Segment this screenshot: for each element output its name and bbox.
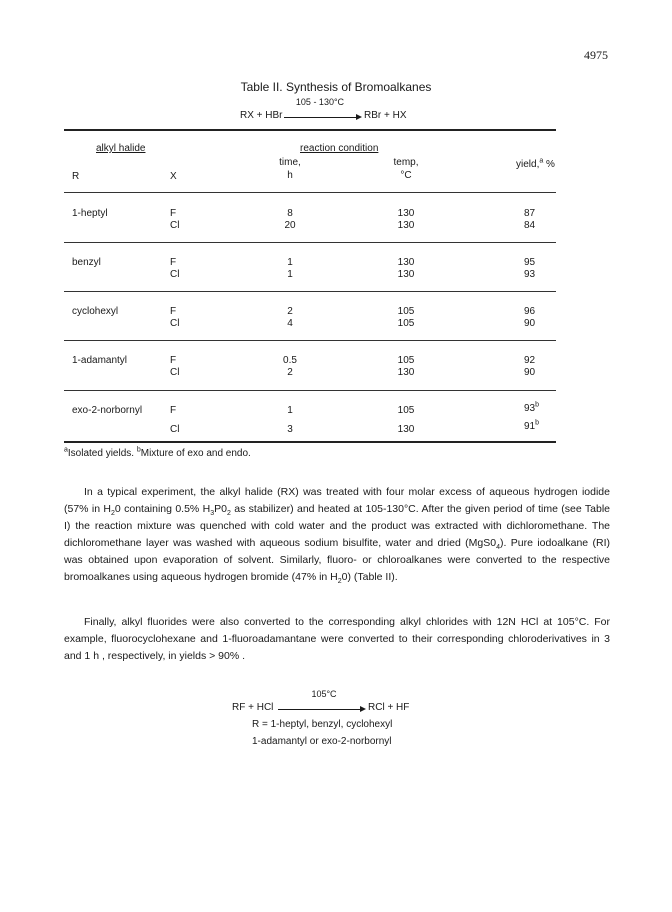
table-cell-yield: 91$^b$ [524, 419, 540, 432]
table-cell-temp: 105 [397, 306, 415, 317]
table-cell-time: 20 [284, 220, 296, 231]
header-r: R [72, 171, 80, 182]
table-row: exo-2-norbornyl [72, 405, 143, 416]
header-temp: temp, [393, 157, 419, 168]
header-yield: yield,$^a$ % [516, 157, 555, 170]
table-cell-yield: 96 [524, 306, 536, 317]
table-cell-time: 0.5 [283, 355, 297, 366]
table-cell-yield: 84 [524, 220, 536, 231]
table-cell-yield: 93$^b$ [524, 401, 540, 414]
table-cell-time: 2 [287, 367, 293, 378]
table-cell-time: 8 [287, 208, 293, 219]
paragraph-fluoride-conversion: Finally, alkyl fluorides were also converted to the corresponding alkyl chlorides with 12N HCl at 105°C. For example, fluorocyclohexane and 1-fluoroadamantane were converted to their corresponding chloroderivatives in 3 and 1 h , respectively, in yields > 90% . [64, 616, 610, 662]
page-number: 4975 [584, 48, 608, 62]
table-cell-x: Cl [170, 269, 180, 280]
table-cell-time: 4 [287, 318, 293, 329]
table-row: 1-heptyl [72, 208, 108, 219]
group-rule [64, 390, 556, 391]
table-footnotes: $^a$Isolated yields. $^b$Mixture of exo and endo. [64, 446, 251, 459]
table-cell-temp: 130 [397, 367, 415, 378]
header-x: X [170, 171, 177, 182]
table-row: cyclohexyl [72, 306, 119, 317]
table-cell-x: Cl [170, 318, 180, 329]
header-time: time, [279, 157, 301, 168]
bromination-scheme [240, 97, 460, 127]
scheme-condition: 105 - 130°C [295, 97, 345, 107]
footnote-a-ref: a [539, 157, 544, 165]
table-cell-yield: 93 [524, 269, 536, 280]
group-rule [64, 242, 556, 243]
header-rule [64, 192, 556, 193]
group-rule [64, 340, 556, 341]
table-title: Table II. Synthesis of Bromoalkanes [240, 80, 432, 94]
paragraph-experimental: In a typical experiment, the alkyl halide (RX) was treated with four molar excess of aqueous hydrogen iodide (57% in $H_20$ containing 0.5% $H_3P0_2$ as stabilizer) and heated at 105-130°C. After the given period of time (see Table I) the reaction mixture was quenched with cold water and the product was extracted with dichloromethane. The dichloromethane layer was washed with aqueous sodium bisulfite, water and dried $(MgS0_4)$. Pure iodoalkane (RI) was obtained upon evaporation of solvent. Similarly, fluoro- or chloroalkanes were converted to the respective bromoalkanes using aqueous hydrogen bromide (47% in $H_20$) (Table II). [64, 486, 610, 586]
table-cell-temp: 130 [397, 269, 415, 280]
chlorination-scheme [232, 689, 472, 759]
scheme-reactants: RX + HBr [240, 110, 283, 121]
group-rule [64, 291, 556, 292]
table-cell-temp: 130 [397, 208, 415, 219]
table-cell-x: F [170, 208, 177, 219]
header-alkyl-halide: alkyl halide [96, 143, 146, 154]
header-temp-unit: °C [400, 170, 412, 181]
table-bottom-rule [64, 441, 556, 443]
table-cell-x: F [170, 306, 177, 317]
footnote-b-ref: b [535, 401, 540, 409]
reaction-arrow [278, 709, 364, 710]
reaction-arrow [284, 117, 360, 118]
table-cell-yield: 92 [524, 355, 536, 366]
table-cell-x: Cl [170, 367, 180, 378]
scheme2-condition: 105°C [311, 689, 337, 699]
table-cell-yield: 87 [524, 208, 536, 219]
table-cell-x: Cl [170, 220, 180, 231]
table-cell-temp: 130 [397, 220, 415, 231]
table-cell-x: Cl [170, 424, 180, 435]
table-cell-temp: 130 [397, 424, 415, 435]
scheme-products: RBr + HX [364, 110, 407, 121]
table-cell-temp: 130 [397, 257, 415, 268]
table-cell-time: 1 [287, 269, 293, 280]
header-reaction-condition: reaction condition [300, 143, 379, 154]
table-cell-x: F [170, 355, 177, 366]
table-cell-time: 1 [287, 257, 293, 268]
scheme2-substituents: R = 1-heptyl, benzyl, cyclohexyl [252, 719, 393, 730]
table-cell-time: 3 [287, 424, 293, 435]
table-cell-yield: 90 [524, 318, 536, 329]
footnote-b-ref: b [535, 419, 540, 427]
table-cell-time: 1 [287, 405, 293, 416]
header-time-unit: h [287, 170, 293, 181]
table-cell-yield: 95 [524, 257, 536, 268]
scheme2-substituents-cont: 1-adamantyl or exo-2-norbornyl [252, 736, 392, 747]
table-row: 1-adamantyl [72, 355, 128, 366]
table-cell-temp: 105 [397, 355, 415, 366]
scheme2-products: RCl + HF [368, 702, 410, 713]
scheme2-reactants: RF + HCl [232, 702, 274, 713]
table-cell-x: F [170, 257, 177, 268]
table-cell-yield: 90 [524, 367, 536, 378]
table-top-rule [64, 129, 556, 131]
table-cell-temp: 105 [397, 318, 415, 329]
table-cell-temp: 105 [397, 405, 415, 416]
table-cell-x: F [170, 405, 177, 416]
table-row: benzyl [72, 257, 101, 268]
table-cell-time: 2 [287, 306, 293, 317]
